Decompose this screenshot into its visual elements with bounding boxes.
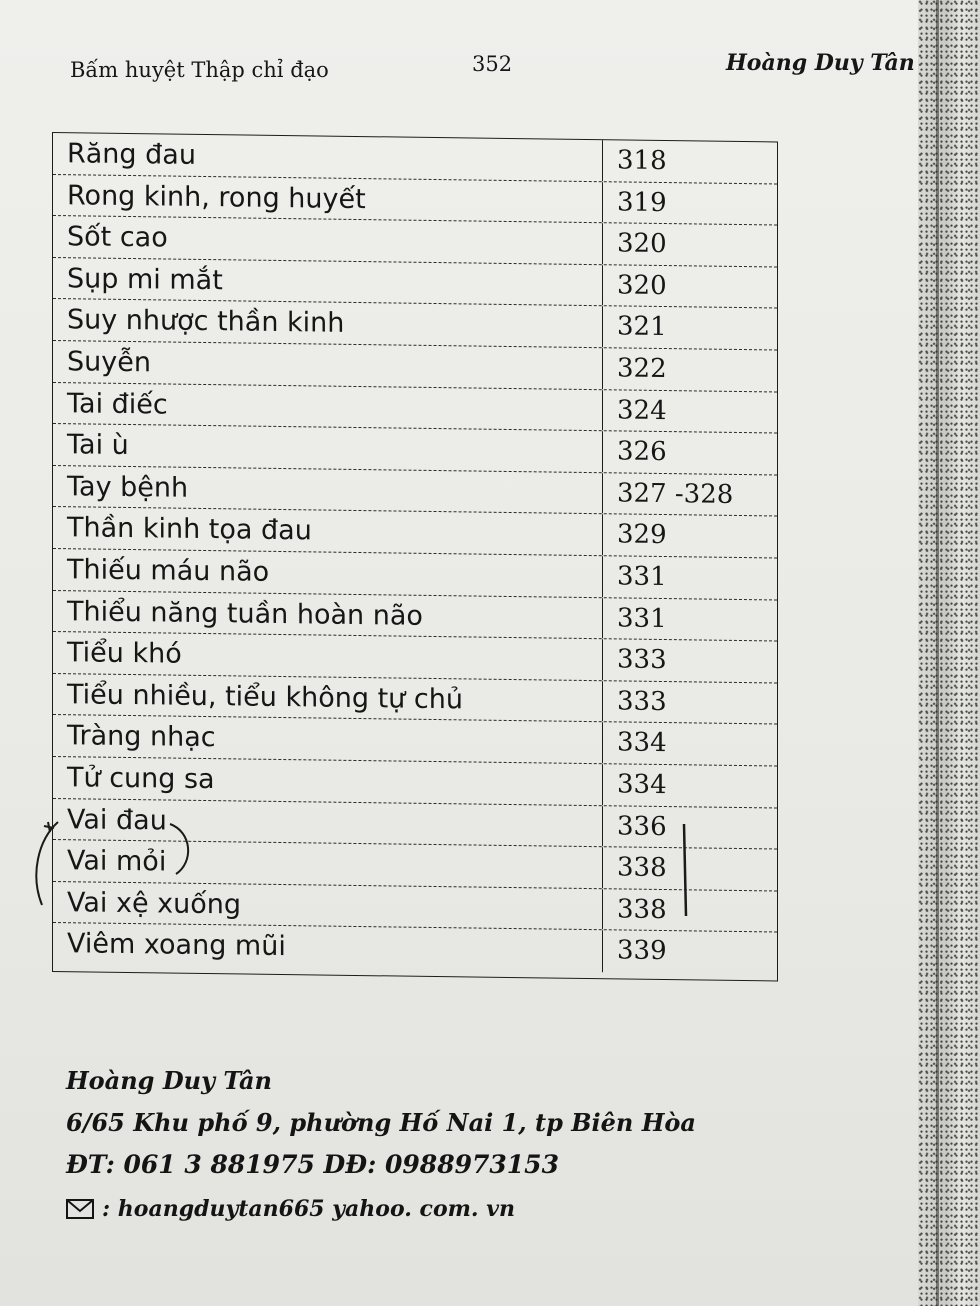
envelope-icon bbox=[66, 1199, 94, 1219]
running-header-author: Hoàng Duy Tân bbox=[726, 50, 915, 76]
index-entry-page: 339 bbox=[617, 935, 667, 967]
index-entry-page: 321 bbox=[617, 311, 667, 343]
index-entry-title: Vai xệ xuống bbox=[53, 882, 603, 930]
contact-address: 6/65 Khu phố 9, phường Hố Nai 1, tp Biên Hòa bbox=[66, 1108, 696, 1137]
index-entry-title: Tiểu khó bbox=[53, 632, 603, 680]
index-entry-page: 324 bbox=[617, 394, 667, 426]
index-entry-title: Thần kinh tọa đau bbox=[53, 507, 603, 555]
index-entry-title: Sốt cao bbox=[53, 216, 603, 264]
index-entry-page: 331 bbox=[617, 561, 667, 592]
index-entry-title: Tai ù bbox=[53, 424, 603, 472]
index-entry-title: Tay bệnh bbox=[53, 466, 603, 514]
index-entry-page: 334 bbox=[617, 727, 667, 759]
index-entry-title: Thiểu năng tuần hoàn não bbox=[53, 591, 603, 639]
index-entry-page: 338 bbox=[617, 852, 667, 884]
index-entry-page: 333 bbox=[617, 686, 667, 717]
index-entry-page: 338 bbox=[617, 894, 667, 925]
index-entry-title: Tràng nhạc bbox=[53, 715, 603, 763]
contact-email: : hoangduytan665 yahoo. com. vn bbox=[102, 1196, 515, 1222]
index-entry-title: Suyễn bbox=[53, 341, 603, 389]
contact-email-line bbox=[66, 1196, 515, 1222]
index-entry-page: 320 bbox=[617, 270, 667, 301]
index-entry-title: Viêm xoang mũi bbox=[53, 923, 603, 972]
index-entry-page: 319 bbox=[617, 186, 667, 218]
running-header-title: Bấm huyệt Thập chỉ đạo bbox=[70, 58, 329, 82]
index-entry-page: 329 bbox=[617, 519, 667, 551]
index-entry-page: 320 bbox=[617, 228, 667, 260]
index-entry-title: Sụp mi mắt bbox=[53, 258, 603, 306]
index-entry-title: Tai điếc bbox=[53, 383, 603, 431]
index-entry-page: 322 bbox=[617, 353, 667, 385]
index-entry-page: 333 bbox=[617, 644, 667, 676]
index-entry-title: Răng đau bbox=[53, 133, 603, 181]
index-entry-page: 326 bbox=[617, 436, 667, 468]
index-entry-title: Vai đau bbox=[53, 799, 603, 847]
index-entry-title: Rong kinh, rong huyết bbox=[53, 175, 603, 223]
index-entry-page: 331 bbox=[617, 602, 667, 634]
index-entry-title: Vai mỏi bbox=[53, 840, 603, 888]
contact-name: Hoàng Duy Tân bbox=[66, 1066, 272, 1095]
index-entry-page: 327 -328 bbox=[617, 478, 734, 510]
index-entry-title: Thiếu máu não bbox=[53, 549, 603, 597]
index-entry-title: Tiểu nhiều, tiểu không tự chủ bbox=[53, 674, 603, 722]
index-entry-page: 336 bbox=[617, 810, 667, 842]
index-entry-page: 334 bbox=[617, 769, 667, 800]
page-number: 352 bbox=[472, 52, 513, 76]
contact-phones: ĐT: 061 3 881975 DĐ: 0988973153 bbox=[66, 1150, 559, 1179]
index-entry-title: Suy nhược thần kinh bbox=[53, 299, 603, 347]
index-entry-title: Tử cung sa bbox=[53, 757, 603, 805]
index-entry-page: 318 bbox=[617, 145, 667, 177]
